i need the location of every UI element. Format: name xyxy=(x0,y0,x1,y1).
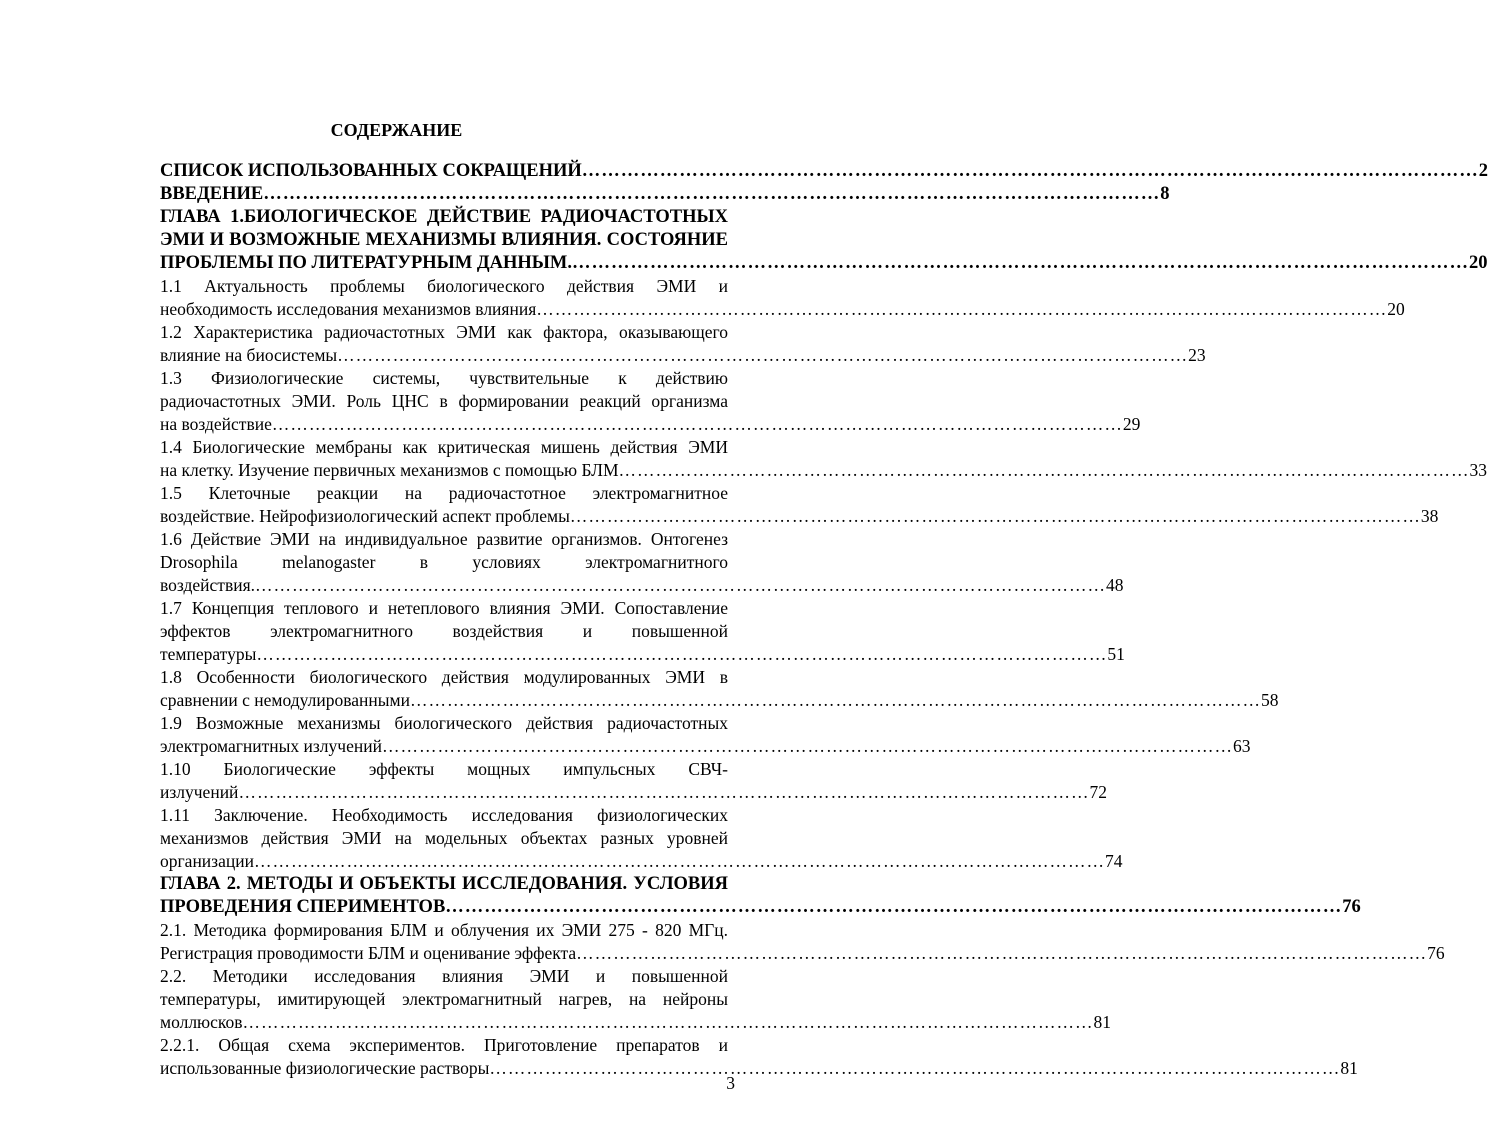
toc-dot-leader: ………………………………………………………………………………………………………………………… xyxy=(242,1012,1094,1032)
toc-page-ref: 74 xyxy=(1104,851,1123,871)
toc-entry xyxy=(160,367,1141,436)
toc-entry xyxy=(160,183,1170,206)
toc-entry-text: 1.1 Актуальность проблемы биологического действия ЭМИ и xyxy=(160,276,728,296)
toc-page-ref: 76 xyxy=(1427,943,1445,963)
toc-entry-text: 1.5 Клеточные реакции на радиочастотное электромагнитное xyxy=(160,483,728,503)
toc-entry xyxy=(160,528,1124,597)
toc-entry xyxy=(160,804,1123,873)
toc-entry-text: использованные физиологические растворы xyxy=(160,1058,490,1078)
toc-dot-leader: ………………………………………………………………………………………………………………………… xyxy=(255,575,1106,595)
toc-entry-text: 1.4 Биологические мембраны как критическая мишень действия ЭМИ xyxy=(160,437,728,457)
toc-entry xyxy=(160,436,1488,482)
toc-entry-text: ГЛАВА 1.БИОЛОГИЧЕСКОЕ ДЕЙСТВИЕ РАДИОЧАСТОТНЫХ xyxy=(160,207,728,227)
toc-page-ref: 81 xyxy=(1093,1012,1112,1032)
toc-entry-text: 1.2 Характеристика радиочастотных ЭМИ как фактора, оказывающего xyxy=(160,322,728,342)
toc-dot-leader: ………………………………………………………………………………………………………………………… xyxy=(576,943,1428,963)
toc-entry xyxy=(160,712,1251,758)
toc-dot-leader: ………………………………………………………………………………………………………………………… xyxy=(337,345,1189,365)
toc-dot-leader: ………………………………………………………………………………………………………………………… xyxy=(581,161,1479,181)
toc-page-ref: 58 xyxy=(1260,690,1279,710)
toc-dot-leader: ………………………………………………………………………………………………………………………… xyxy=(263,184,1161,204)
toc-entry-text: 1.6 Действие ЭМИ на индивидуальное развитие организмов. Онтогенез xyxy=(160,529,728,549)
toc-page-ref: 81 xyxy=(1340,1058,1358,1078)
toc-entry-text: на воздействие xyxy=(160,414,272,434)
toc-page-ref: 38 xyxy=(1420,506,1439,526)
toc-entry-text: температуры xyxy=(160,644,257,664)
toc-entry xyxy=(160,1034,1358,1080)
toc-entry-text: эффектов электромагнитного воздействия и повышенной xyxy=(160,621,728,641)
toc-page-ref: 20 xyxy=(1387,299,1405,319)
toc-entry xyxy=(160,873,1361,919)
toc-page-ref: 29 xyxy=(1122,414,1141,434)
toc-entry-text: 1.7 Концепция теплового и нетеплового влияния ЭМИ. Сопоставление xyxy=(160,598,728,618)
toc-page-ref: 2 xyxy=(1478,161,1488,181)
toc-page-ref: 20 xyxy=(1469,253,1488,273)
toc-page-ref: 76 xyxy=(1342,897,1361,917)
toc-entry-text: воздействие. Нейрофизиологический аспект проблемы xyxy=(160,506,570,526)
toc-entry-text: 2.1. Методика формирования БЛМ и облучения их ЭМИ 275 - 820 МГц. xyxy=(160,920,728,940)
toc-page-ref: 51 xyxy=(1107,644,1125,664)
toc-entry-text: 1.11 Заключение. Необходимость исследования физиологических xyxy=(160,805,728,825)
toc-entry-text: ГЛАВА 2. МЕТОДЫ И ОБЪЕКТЫ ИССЛЕДОВАНИЯ. УСЛОВИЯ xyxy=(160,874,728,894)
toc-entry-text: 1.9 Возможные механизмы биологического действия радиочастотных xyxy=(160,713,728,733)
toc-entry-text: электромагнитных излучений xyxy=(160,736,382,756)
toc-entry-text: СПИСОК ИСПОЛЬЗОВАННЫХ СОКРАЩЕНИЙ xyxy=(160,161,582,181)
toc-page-ref: 48 xyxy=(1106,575,1124,595)
toc-entry xyxy=(160,275,1405,321)
toc-entry-text: организации xyxy=(160,851,254,871)
toc-entry-text: 2.2.1. Общая схема экспериментов. Приготовление препаратов и xyxy=(160,1035,728,1055)
toc-entry-text: ПРОВЕДЕНИЯ СПЕРИМЕНТОВ xyxy=(160,897,446,917)
toc-dot-leader: ………………………………………………………………………………………………………………………… xyxy=(409,690,1261,710)
toc-page-ref: 63 xyxy=(1232,736,1251,756)
toc-page-ref: 8 xyxy=(1160,184,1170,204)
toc-page-ref: 33 xyxy=(1469,460,1488,480)
toc-entry-text: температуры, имитирующей электромагнитный нагрев, на нейроны xyxy=(160,989,728,1009)
toc-entry xyxy=(160,919,1445,965)
toc-entry xyxy=(160,965,1112,1034)
toc-dot-leader: ………………………………………………………………………………………………………………………… xyxy=(445,897,1343,917)
toc-entry-text: влияние на биосистемы xyxy=(160,345,338,365)
page-title: СОДЕРЖАНИЕ xyxy=(330,120,463,140)
toc-entry-text: моллюсков xyxy=(160,1012,243,1032)
toc-entry-text: Регистрация проводимости БЛМ и оценивание эффекта xyxy=(160,943,577,963)
toc-dot-leader: ………………………………………………………………………………………………………………………… xyxy=(536,299,1388,319)
toc-dot-leader: ………………………………………………………………………………………………………………………… xyxy=(572,253,1470,273)
toc-entry-text: ПРОБЛЕМЫ ПО ЛИТЕРАТУРНЫМ ДАННЫМ. xyxy=(160,253,573,273)
toc-entry xyxy=(160,160,1488,183)
toc-entry-text: ЭМИ И ВОЗМОЖНЫЕ МЕХАНИЗМЫ ВЛИЯНИЯ. СОСТОЯНИЕ xyxy=(160,230,728,250)
toc-entry-text: радиочастотных ЭМИ. Роль ЦНС в формировании реакций организма xyxy=(160,391,728,411)
toc-entry xyxy=(160,666,1279,712)
toc-entry xyxy=(160,597,1125,666)
toc-entry xyxy=(160,758,1107,804)
toc-entry-text: 1.8 Особенности биологического действия модулированных ЭМИ в xyxy=(160,667,728,687)
toc-entry-text: механизмов действия ЭМИ на модельных объектах разных уровней xyxy=(160,828,728,848)
toc-page-ref: 72 xyxy=(1089,782,1107,802)
toc-entry-text: необходимость исследования механизмов влияния xyxy=(160,299,537,319)
toc-entry xyxy=(160,482,1439,528)
toc-entry-text: сравнении с немодулированными xyxy=(160,690,410,710)
toc-dot-leader: ………………………………………………………………………………………………………………………… xyxy=(271,414,1123,434)
table-of-contents xyxy=(160,160,1488,1080)
toc-entry-text: на клетку. Изучение первичных механизмов с помощью БЛМ xyxy=(160,460,619,480)
toc-dot-leader: ………………………………………………………………………………………………………………………… xyxy=(569,506,1421,526)
toc-entry-text: 1.3 Физиологические системы, чувствительные к действию xyxy=(160,368,728,388)
page-number: 3 xyxy=(726,1073,735,1093)
toc-entry-text: воздействия. xyxy=(160,575,255,595)
toc-dot-leader: ………………………………………………………………………………………………………………………… xyxy=(618,460,1470,480)
toc-entry-text: 2.2. Методики исследования влияния ЭМИ и повышенной xyxy=(160,966,728,986)
toc-dot-leader: ………………………………………………………………………………………………………………………… xyxy=(489,1058,1341,1078)
toc-entry-text: Drosophila melanogaster в условиях электромагнитного xyxy=(160,552,728,572)
toc-page-ref: 23 xyxy=(1188,345,1206,365)
toc-dot-leader: ………………………………………………………………………………………………………………………… xyxy=(256,644,1108,664)
toc-entry xyxy=(160,321,1206,367)
toc-dot-leader: ………………………………………………………………………………………………………………………… xyxy=(381,736,1233,756)
toc-dot-leader: ………………………………………………………………………………………………………………………… xyxy=(238,782,1090,802)
toc-dot-leader: ………………………………………………………………………………………………………………………… xyxy=(253,851,1105,871)
toc-entry-text: ВВЕДЕНИЕ xyxy=(160,184,264,204)
toc-entry xyxy=(160,206,1488,275)
toc-entry-text: излучений xyxy=(160,782,239,802)
toc-entry-text: 1.10 Биологические эффекты мощных импульсных СВЧ- xyxy=(160,759,728,779)
